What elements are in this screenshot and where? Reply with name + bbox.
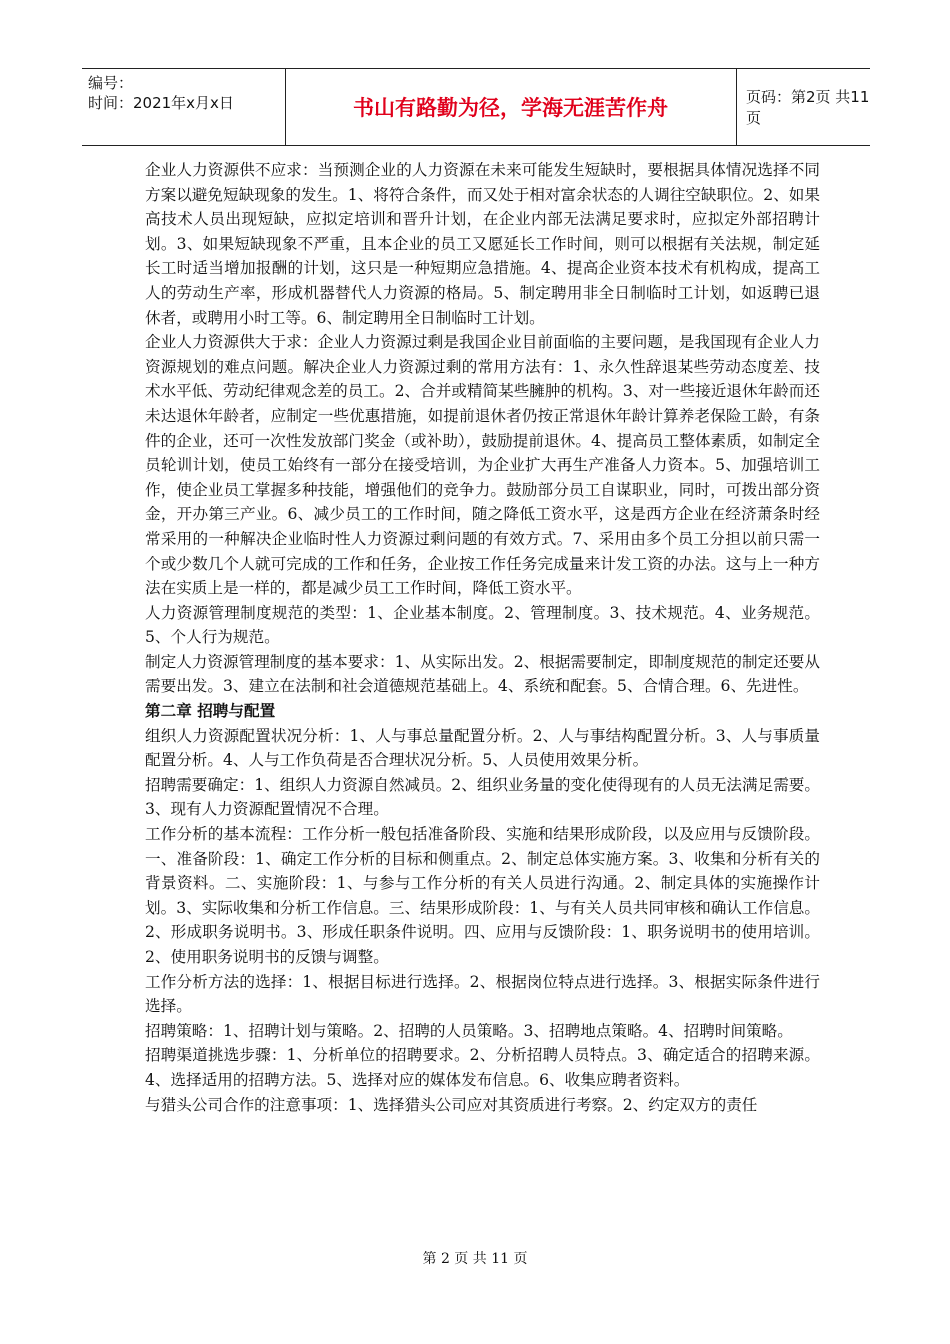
paragraph-job-analysis-process: 工作分析的基本流程：工作分析一般包括准备阶段、实施和结果形成阶段，以及应用与反馈阶段。一、准备阶段：1、确定工作分析的目标和侧重点。2、制定总体实施方案。3、收集和分析有关的背景资料。二、实施阶段：1、与参与工作分析的有关人员进行沟通。2、制定具体的实施操作计划。3、实际收集和分析工作信息。三、结果形成阶段：1、与有关人员共同审核和确认工作信息。2、形成职务说明书。3、形成任职条件说明。四、应用与反馈阶段：1、职务说明书的使用培训。2、使用职务说明书的反馈与调整。: [145, 825, 820, 966]
paragraph-system-requirements: 制定人力资源管理制度的基本要求：1、从实际出发。2、根据需要制定，即制度规范的制定还要从需要出发。3、建立在法制和社会道德规范基础上。4、系统和配套。5、合情合理。6、先进性。: [145, 652, 820, 696]
header-divider-right: [736, 69, 737, 145]
paragraph-headhunter-notes: 与猎头公司合作的注意事项：1、选择猎头公司应对其资质进行考察。2、约定双方的责任: [145, 1095, 758, 1114]
paragraph-recruitment-strategy: 招聘策略：1、招聘计划与策略。2、招聘的人员策略。3、招聘地点策略。4、招聘时间策略。: [145, 1021, 793, 1040]
chapter-heading: 第二章 招聘与配置: [145, 702, 276, 721]
header-motto: 书山有路勤为径，学海无涯苦作舟: [353, 96, 668, 120]
header-meta: [88, 73, 283, 113]
document-body: [145, 158, 820, 1117]
paragraph-job-analysis-methods: 工作分析方法的选择：1、根据目标进行选择。2、根据岗位特点进行选择。3、根据实际条件进行选择。: [145, 972, 820, 1016]
paragraph-shortage: 企业人力资源供不应求：当预测企业的人力资源在未来可能发生短缺时，要根据具体情况选择不同方案以避免短缺现象的发生。1、将符合条件，而又处于相对富余状态的人调往空缺职位。2、如果高技术人员出现短缺，应拟定培训和晋升计划，在企业内部无法满足要求时，应拟定外部招聘计划。3、如果短缺现象不严重，且本企业的员工又愿延长工作时间，则可以根据有关法规，制定延长工时适当增加报酬的计划，这只是一种短期应急措施。4、提高企业资本技术有机构成，提高工人的劳动生产率，形成机器替代人力资源的格局。5、制定聘用非全日制临时工计划，如返聘已退休者，或聘用小时工等。6、制定聘用全日制临时工计划。: [145, 161, 820, 327]
header-divider-left: [285, 69, 286, 145]
paragraph-surplus: 企业人力资源供大于求：企业人力资源过剩是我国企业目前面临的主要问题，是我国现有企业人力资源规划的难点问题。解决企业人力资源过剩的常用方法有：1、永久性辞退某些劳动态度差、技术水平低、劳动纪律观念差的员工。2、合并或精简某些臃肿的机构。3、对一些接近退休年龄而还未达退休年龄者，应制定一些优惠措施，如提前退休者仍按正常退休年龄计算养老保险工龄，有条件的企业，还可一次性发放部门奖金（或补助），鼓励提前退休。4、提高员工整体素质，如制定全员轮训计划，使员工始终有一部分在接受培训，为企业扩大再生产准备人力资本。5、加强培训工作，使企业员工掌握多种技能，增强他们的竞争力。鼓励部分员工自谋职业，同时，可拨出部分资金，开办第三产业。6、减少员工的工作时间，随之降低工资水平，这是西方企业在经济萧条时经常采用的一种解决企业临时性人力资源过剩问题的有效方式。7、采用由多个员工分担以前只需一个或少数几个人就可完成的工作和任务，企业按工作任务完成量来计发工资的办法。这与上一种方法在实质上是一样的，都是减少员工工作时间，降低工资水平。: [145, 333, 820, 598]
document-date: 时间：2021年x月x日: [88, 94, 234, 112]
document-number-label: 编号：: [88, 74, 134, 92]
paragraph-channel-steps: 招聘渠道挑选步骤：1、分析单位的招聘要求。2、分析招聘人员特点。3、确定适合的招聘来源。4、选择适用的招聘方法。5、选择对应的媒体发布信息。6、收集应聘者资料。: [145, 1046, 820, 1089]
paragraph-system-types: 人力资源管理制度规范的类型：1、企业基本制度。2、管理制度。3、技术规范。4、业务规范。5、个人行为规范。: [145, 603, 820, 647]
page-footer: 第 2 页 共 11 页: [422, 1251, 528, 1267]
paragraph-recruitment-needs: 招聘需要确定：1、组织人力资源自然减员。2、组织业务量的变化使得现有的人员无法满足需要。3、现有人力资源配置情况不合理。: [145, 775, 820, 819]
header-page-info: 页码：第2页 共11页: [746, 88, 870, 127]
document-header: [82, 68, 870, 146]
paragraph-allocation-analysis: 组织人力资源配置状况分析：1、人与事总量配置分析。2、人与事结构配置分析。3、人与事质量配置分析。4、人与工作负荷是否合理状况分析。5、人员使用效果分析。: [145, 726, 820, 770]
